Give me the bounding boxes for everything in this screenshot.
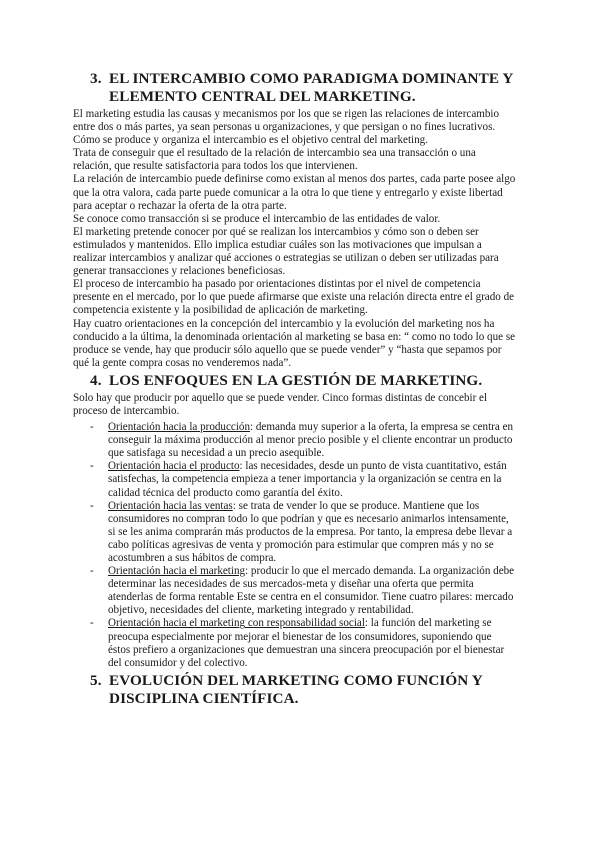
- list-item-term: Orientación hacia la producción: [108, 421, 250, 434]
- list-item: - Orientación hacia la producción: demanda muy superior a la oferta, la empresa se centra en conseguir la máxima producción al menor precio posible y el cliente encontrar un producto que satisfaga su necesidad a un precio asequible.: [90, 421, 514, 460]
- section-5-title: EVOLUCIÓN DEL MARKETING COMO FUNCIÓN Y DISCIPLINA CIENTÍFICA.: [109, 671, 483, 707]
- section-3-body: [73, 108, 516, 370]
- paragraph: La relación de intercambio puede definirse como existan al menos dos partes, cada parte posee algo que la otra valora, cada parte puede comunicar a la otra lo que tiene y entregarlo y existe libertad para aceptar o rechazar la oferta de la otra parte.: [73, 173, 516, 212]
- list-item-text: : se trata de vender lo que se produce. Mantiene que los consumidores no compran todo lo que podrían y que es necesario animarlos intensamente, si se les anima comprarán más productos de la empresa. Por tanto, la empresa debe llevar a cabo políticas agresivas de venta y promoción para estimular que compren más y no se acostumbren a sus hábitos de compra.: [108, 499, 513, 564]
- list-item: - Orientación hacia el marketing: producir lo que el mercado demanda. La organización debe determinar las necesidades de sus mercados-meta y diseñar una oferta que permita atenderlas de forma rentable Este se centra en el consumidor. Tiene cuatro pilares: mercado objetivo, necesidades del cliente, marketing integrado y rentabilidad.: [90, 565, 515, 617]
- orientation-list: [73, 421, 516, 670]
- section-4-heading: [73, 372, 516, 390]
- section-3-number: 3.: [90, 70, 102, 87]
- paragraph: El marketing pretende conocer por qué se realizan los intercambios y cómo son o deben ser estimulados y mantenidos. Ello implica estudiar cuáles son las motivaciones que impulsan a realizar intercambios y analizar qué acciones o estrategias se utilizan o deben ser utilizadas para generar transacciones y relaciones beneficiosas.: [73, 225, 499, 278]
- section-4-number: 4.: [90, 371, 102, 389]
- paragraph: Trata de conseguir que el resultado de la relación de intercambio sea una transacción o una relación, que resulte satisfactoria para todos los que intervienen.: [73, 147, 476, 173]
- section-5-heading: [73, 672, 516, 708]
- paragraph: Hay cuatro orientaciones en la concepción del intercambio y la evolución del marketing nos ha conducido a la última, la denominada orientación al marketing se basa en: “ como no todo lo que se produce se vende, hay que producir sólo aquello que se puede vender” y “hasta que sepamos por qué la gente compra cosas no venderemos nada”.: [73, 317, 516, 369]
- list-item: - Orientación hacia el producto: las necesidades, desde un punto de vista cuantitativo, están satisfechas, la competencia empieza a tener importancia y la organización se centra en la calidad técnica del producto como garantía del éxito.: [90, 460, 507, 499]
- list-item-text: : las necesidades, desde un punto de vista cuantitativo, están satisfechas, la competencia empieza a tener importancia y la organización se centra en la calidad técnica del producto como garantía del éxito.: [108, 460, 507, 499]
- section-5-number: 5.: [90, 671, 102, 689]
- list-item-term: Orientación hacia las ventas: [108, 499, 233, 512]
- list-item-term: Orientación hacia el producto: [108, 460, 240, 473]
- section-3-heading: [73, 70, 516, 106]
- list-item-text: : producir lo que el mercado demanda. La organización debe determinar las necesidades de sus mercados-meta y diseñar una oferta que permita atenderlas de forma rentable Este se centra en el consumidor. Tiene cuatro pilares: mercado objetivo, necesidades del cliente, marketing integrado y rentabilidad.: [108, 565, 515, 617]
- list-item: - Orientación hacia el marketing con responsabilidad social: la función del marketing se preocupa especialmente por mejorar el bienestar de los consumidores, suponiendo que éstos prefiero a organizaciones que demuestran una sincera preocupación por el bienestar del consumidor y del colectivo.: [90, 617, 505, 669]
- paragraph: Se conoce como transacción si se produce el intercambio de las entidades de valor.: [73, 212, 441, 225]
- section-4-title: LOS ENFOQUES EN LA GESTIÓN DE MARKETING.: [109, 371, 483, 389]
- section-3-title: EL INTERCAMBIO COMO PARADIGMA DOMINANTE Y ELEMENTO CENTRAL DEL MARKETING.: [109, 70, 513, 105]
- list-item-term: Orientación hacia el marketing con responsabilidad social: [108, 617, 365, 630]
- list-item-text: : la función del marketing se preocupa especialmente por mejorar el bienestar de los consumidores, suponiendo que éstos prefiero a organizaciones que demuestran una sincera preocupación por el bienestar del consumidor y del colectivo.: [108, 617, 505, 669]
- list-item-term: Orientación hacia el marketing: [108, 565, 246, 578]
- list-item-text: : demanda muy superior a la oferta, la empresa se centra en conseguir la máxima producción al menor precio posible y el cliente encontrar un producto que satisfaga su necesidad a un precio asequible.: [108, 421, 514, 460]
- paragraph: El marketing estudia las causas y mecanismos por los que se rigen las relaciones de intercambio entre dos o más partes, ya sean personas u organizaciones, y que persigan o no fines lucrativos. Cómo se produce y organiza el intercambio es el objetivo central del marketing.: [73, 108, 500, 147]
- paragraph: El proceso de intercambio ha pasado por orientaciones distintas por el nivel de competencia presente en el mercado, por lo que puede afirmarse que existe una relación directa entre el grado de competencia existente y la posibilidad de aplicación de marketing.: [73, 278, 515, 317]
- section-4-intro: Solo hay que producir por aquello que se puede vender. Cinco formas distintas de concebir el proceso de intercambio.: [73, 391, 488, 417]
- list-item: - Orientación hacia las ventas: se trata de vender lo que se produce. Mantiene que los consumidores no compran todo lo que podrían y que es necesario animarlos intensamente, si se les anima comprarán más productos de la empresa. Por tanto, la empresa debe llevar a cabo políticas agresivas de venta y promoción para estimular que compren más y no se acostumbren a sus hábitos de compra.: [90, 499, 513, 564]
